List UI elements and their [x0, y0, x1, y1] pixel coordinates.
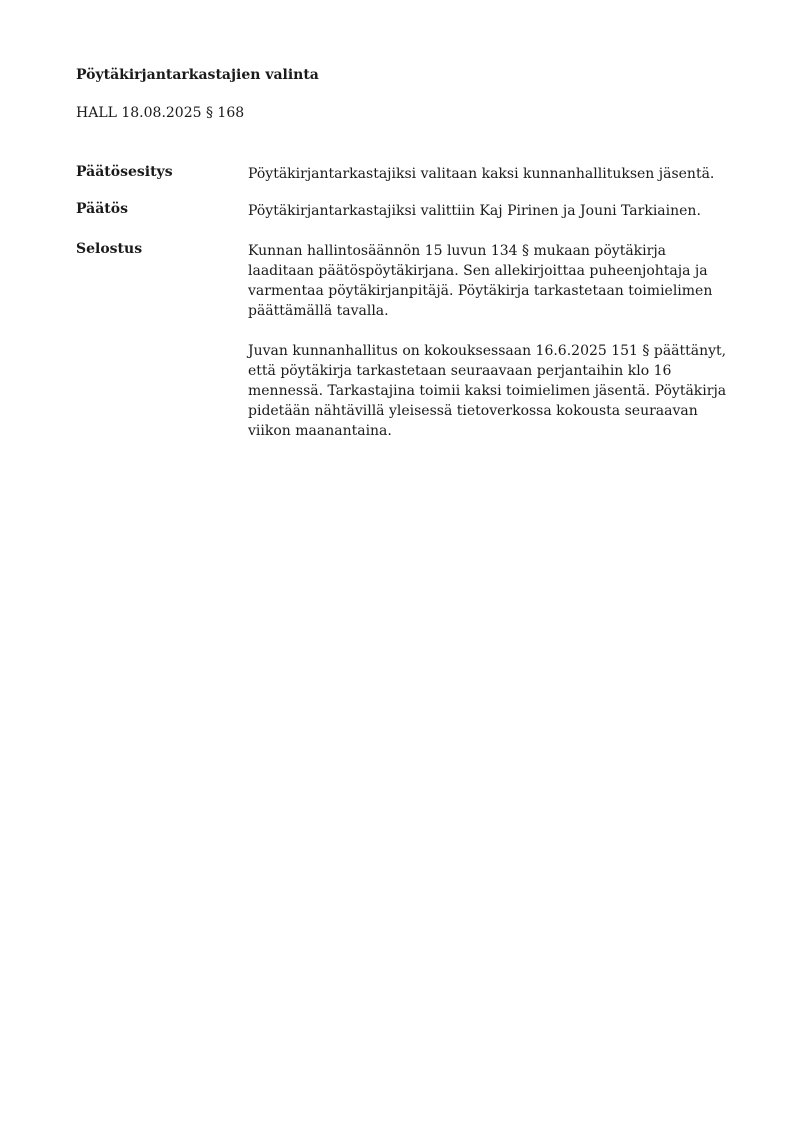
- proposal-text: Pöytäkirjantarkastajiksi valitaan kaksi kunnanhallituksen jäsentä.: [248, 166, 715, 182]
- description-paragraph-1: Kunnan hallintosäännön 15 luvun 134 § mukaan pöytäkirja laaditaan päätöspöytäkirjana. Sen allekirjoittaa puheenjohtaja ja varmentaa pöytäkirjanpitäjä. Pöytäkirja tarkastetaan toimielimen päättämällä tavalla.: [248, 243, 713, 319]
- section-label-description: Selostus: [76, 241, 143, 257]
- section-body-proposal: [248, 164, 730, 184]
- section-body-decision: [248, 201, 730, 221]
- section-label-proposal: Päätösesitys: [76, 164, 173, 180]
- description-paragraph-2: Juvan kunnanhallitus on kokouksessaan 16.6.2025 151 § päättänyt, että pöytäkirja tarkastetaan seuraavaan perjantaihin klo 16 mennessä. Tarkastajina toimii kaksi toimielimen jäsentä. Pöytäkirja pidetään nähtävillä yleisessä tietoverkossa kokousta seuraavan viikon maanantaina.: [248, 343, 727, 439]
- meeting-reference: HALL 18.08.2025 § 168: [76, 105, 245, 121]
- document-title: Pöytäkirjantarkastajien valinta: [76, 67, 319, 83]
- section-body-description: [248, 241, 730, 441]
- decision-text: Pöytäkirjantarkastajiksi valittiin Kaj Pirinen ja Jouni Tarkiainen.: [248, 203, 701, 219]
- section-label-decision: Päätös: [76, 201, 128, 217]
